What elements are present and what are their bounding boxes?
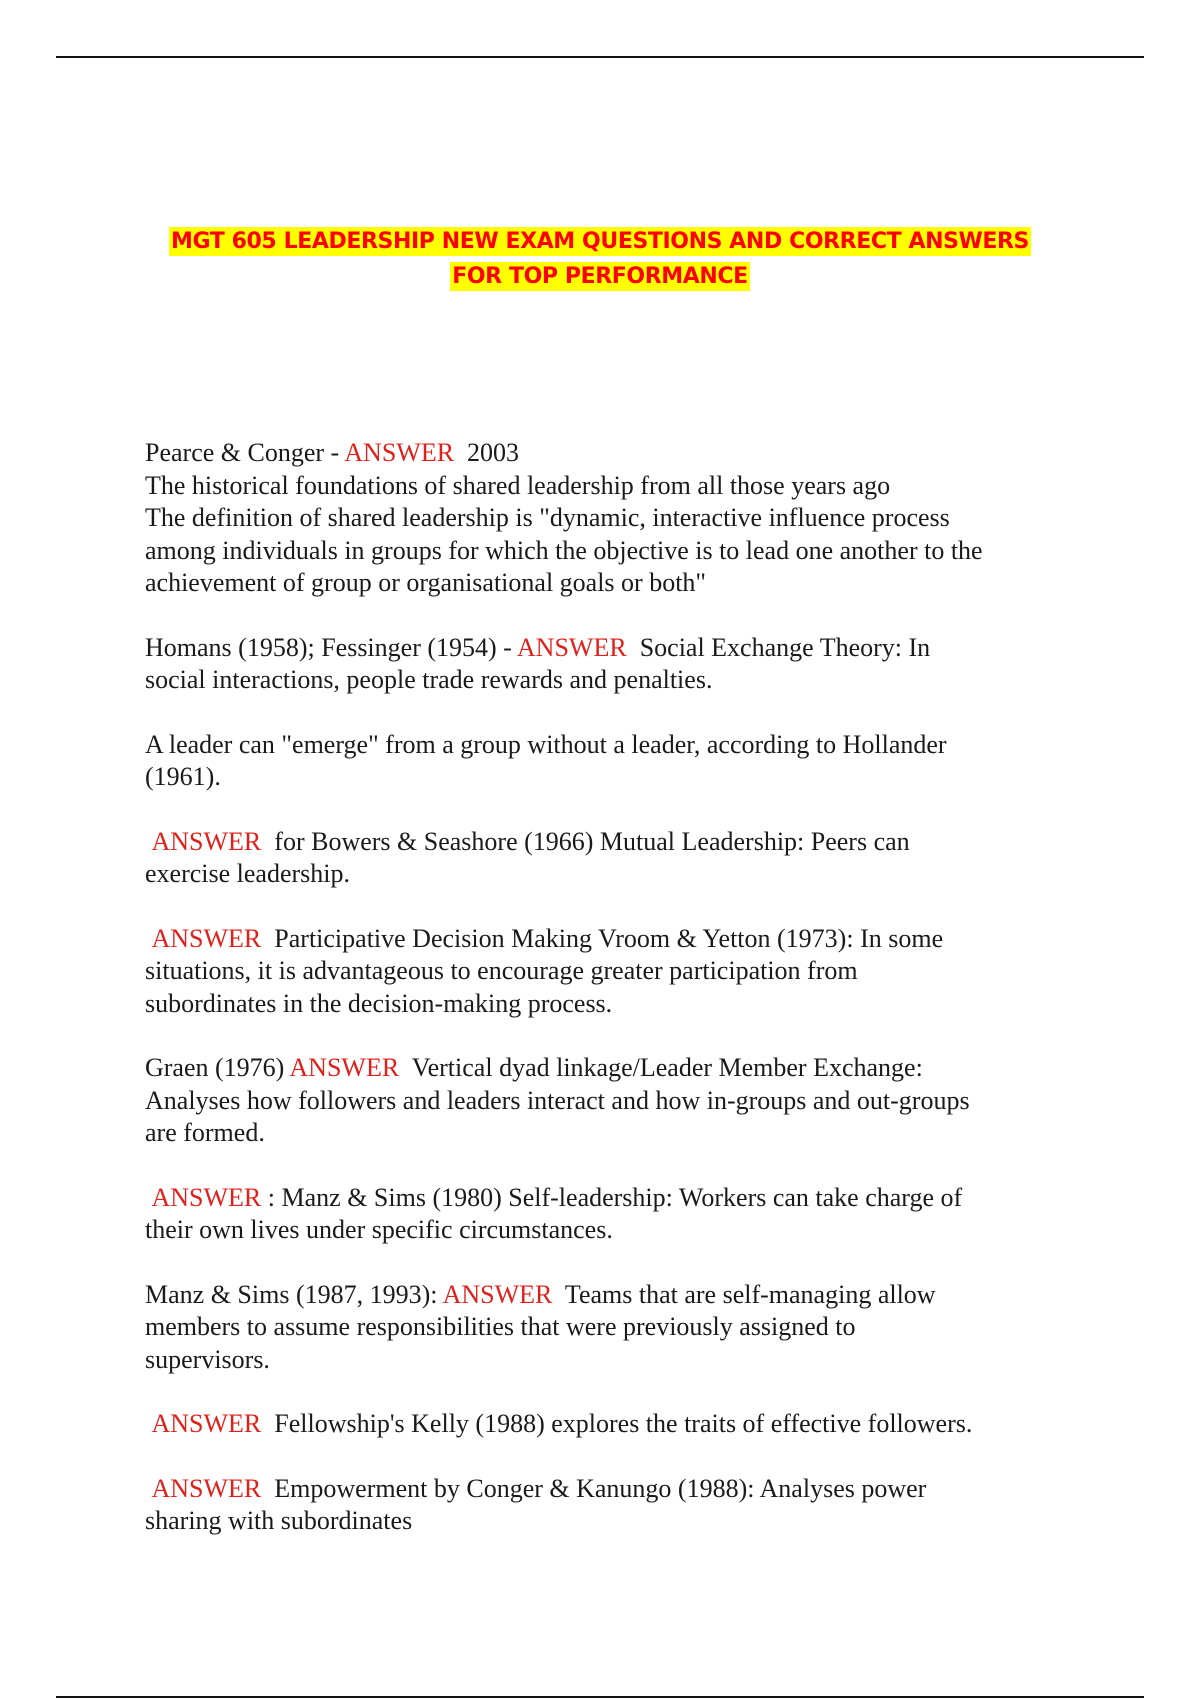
answer-label: ANSWER: [344, 438, 455, 467]
qa-list: [145, 437, 1065, 1570]
answer-label: ANSWER: [151, 1409, 262, 1438]
answer-label: ANSWER: [151, 1182, 262, 1212]
entry-line: members to assume responsibilities that were previously assigned to: [145, 1312, 856, 1341]
qa-entry: [145, 826, 1065, 891]
footer-rule: [56, 1696, 1144, 1698]
answer-label: ANSWER: [151, 923, 262, 953]
qa-entry: [145, 1279, 1065, 1377]
entry-line: (1961).: [145, 762, 221, 791]
entry-first-line: [145, 632, 1065, 665]
answer-text: Fellowship's Kelly (1988) explores the traits of effective followers.: [274, 1409, 973, 1438]
entry-first-line: [145, 826, 1065, 859]
entry-first-line: [145, 1052, 1065, 1085]
qa-entry: [145, 1473, 1065, 1538]
entry-line: situations, it is advantageous to encourage greater participation from: [145, 956, 858, 985]
entry-line: among individuals in groups for which the objective is to lead one another to the: [145, 535, 983, 565]
answer-text: Participative Decision Making Vroom & Yetton (1973): In some: [274, 923, 944, 953]
entry-line: The historical foundations of shared leadership from all those years ago: [145, 470, 891, 500]
answer-label: ANSWER: [151, 826, 262, 856]
entry-line: their own lives under specific circumstances.: [145, 1215, 613, 1244]
qa-entry: [145, 1182, 1065, 1247]
entry-line: Analyses how followers and leaders interact and how in-groups and out-groups: [145, 1085, 970, 1115]
answer-text: for Bowers & Seashore (1966) Mutual Leadership: Peers can: [274, 826, 910, 856]
entry-line: achievement of group or organisational goals or both": [145, 568, 707, 597]
answer-text: Teams that are self-managing allow: [564, 1279, 936, 1309]
question-text: Graen (1976): [145, 1053, 290, 1082]
entry-line: exercise leadership.: [145, 859, 351, 888]
entry-first-line: [145, 1408, 1065, 1441]
question-text: Homans (1958); Fessinger (1954) -: [145, 632, 517, 662]
qa-entry: [145, 1052, 1065, 1150]
document-title: [56, 224, 1144, 294]
entry-line: supervisors.: [145, 1344, 270, 1374]
qa-entry: [145, 632, 1065, 697]
answer-text: 2003: [467, 438, 520, 467]
answer-label: ANSWER: [516, 632, 627, 662]
entry-line: subordinates in the decision-making process.: [145, 988, 613, 1018]
answer-label: ANSWER: [289, 1053, 400, 1082]
qa-entry: [145, 437, 1065, 600]
qa-entry: [145, 923, 1065, 1021]
title-line-1: MGT 605 LEADERSHIP NEW EXAM QUESTIONS AND CORRECT ANSWERS: [170, 229, 1030, 254]
answer-label: ANSWER: [151, 1473, 262, 1503]
answer-text: : Manz & Sims (1980) Self-leadership: Workers can take charge of: [267, 1182, 963, 1212]
header-rule: [56, 56, 1144, 58]
qa-entry: [145, 729, 1065, 794]
entry-first-line: [145, 923, 1065, 956]
entry-line: are formed.: [145, 1118, 265, 1147]
title-line-2: FOR TOP PERFORMANCE: [452, 264, 748, 289]
entry-first-line: [145, 1182, 1065, 1215]
entry-first-line: [145, 1279, 1065, 1312]
entry-first-line: [145, 1473, 1065, 1506]
qa-entry: [145, 1408, 1065, 1441]
answer-text: Vertical dyad linkage/Leader Member Exchange:: [411, 1053, 923, 1082]
entry-first-line: [145, 437, 1065, 470]
entry-line: The definition of shared leadership is "dynamic, interactive influence process: [145, 503, 950, 532]
answer-text: Social Exchange Theory: In: [639, 632, 931, 662]
entry-line: A leader can "emerge" from a group without a leader, according to Hollander: [145, 729, 947, 759]
question-text: Manz & Sims (1987, 1993):: [145, 1279, 443, 1309]
answer-text: Empowerment by Conger & Kanungo (1988): Analyses power: [274, 1473, 927, 1503]
entry-line: sharing with subordinates: [145, 1506, 413, 1535]
answer-label: ANSWER: [442, 1279, 553, 1309]
entry-line: social interactions, people trade rewards and penalties.: [145, 665, 713, 694]
question-text: Pearce & Conger -: [145, 438, 345, 467]
